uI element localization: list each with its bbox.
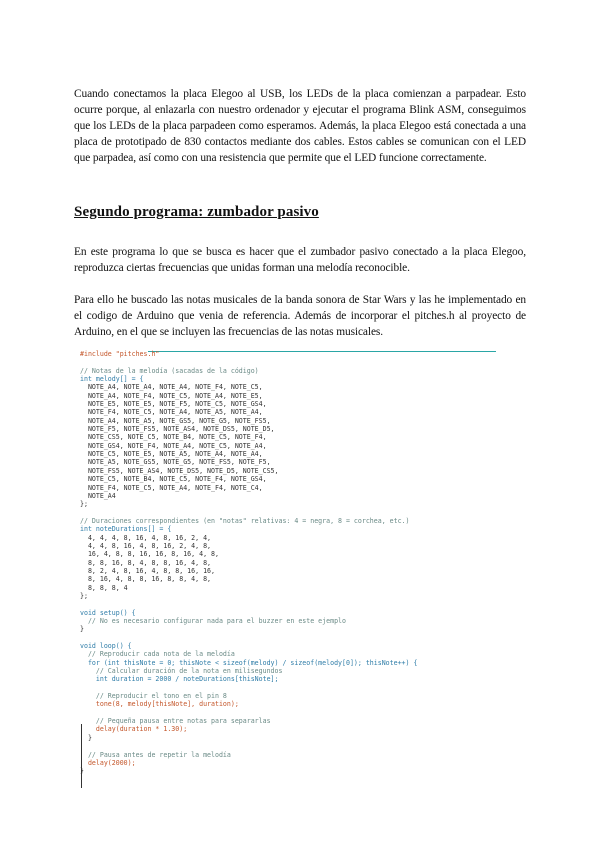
code-line: #include "pitches.h" xyxy=(80,350,160,358)
code-line: } xyxy=(80,625,84,634)
code-line xyxy=(80,709,520,717)
code-line: tone(8, melody[thisNote], duration); xyxy=(80,700,239,709)
code-line: NOTE_F4, NOTE_C5, NOTE_A4, NOTE_A5, NOTE_A4, xyxy=(80,408,263,417)
code-line: for (int thisNote = 0; thisNote < sizeof(melody) / sizeof(melody[0]); thisNote++) { xyxy=(80,658,418,667)
code-line: void setup() { xyxy=(80,608,136,617)
code-line xyxy=(80,684,520,692)
code-line: 16, 4, 8, 8, 16, 16, 8, 16, 4, 8, xyxy=(80,550,219,559)
code-line: // Reproducir cada nota de la melodía xyxy=(80,650,235,659)
code-line: NOTE_C5, NOTE_B4, NOTE_C5, NOTE_F4, NOTE_GS4, xyxy=(80,475,267,484)
code-line: NOTE_CS5, NOTE_C5, NOTE_B4, NOTE_C5, NOTE_F4, xyxy=(80,433,267,442)
code-line xyxy=(80,509,520,517)
code-line: NOTE_A4, NOTE_A4, NOTE_A4, NOTE_F4, NOTE_C5, xyxy=(80,383,263,392)
code-line: delay(2000); xyxy=(80,758,136,767)
code-line: }; xyxy=(80,591,88,600)
paragraph-goal: En este programa lo que se busca es hacer que el zumbador pasivo conectado a la placa Elegoo, reproduzca ciertas frecuencias que unidas forman una melodía reconocible. xyxy=(74,246,526,274)
code-line: NOTE_C5, NOTE_E5, NOTE_A5, NOTE_A4, NOTE_A4, xyxy=(80,450,263,459)
paragraph-method: Para ello he buscado las notas musicales de la banda sonora de Star Wars y las he implementado en el codigo de Arduino que venia de referencia. Además de incorporar el pitches.h al proyecto de Arduino, en el que se incluyen las frecuencias de las notas musicales. xyxy=(74,294,526,338)
code-line xyxy=(80,634,520,642)
code-line: 8, 8, 16, 8, 4, 8, 8, 16, 4, 8, xyxy=(80,558,212,567)
code-line: NOTE_F5, NOTE_FS5, NOTE_AS4, NOTE_DS5, NOTE_D5, xyxy=(80,425,275,434)
code-line: 8, 16, 4, 8, 8, 16, 8, 8, 4, 8, xyxy=(80,575,212,584)
code-screenshot xyxy=(80,350,520,788)
code-line: NOTE_A4, NOTE_A5, NOTE_GS5, NOTE_G5, NOTE_FS5, xyxy=(80,416,271,425)
code-line: int duration = 2000 / noteDurations[thisNote]; xyxy=(80,675,279,684)
code-line: } xyxy=(80,767,84,776)
code-line: NOTE_F4, NOTE_C5, NOTE_A4, NOTE_F4, NOTE_C4, xyxy=(80,483,263,492)
code-line: // Duraciones correspondientes (en "notas" relativas: 4 = negra, 8 = corchea, etc.) xyxy=(80,516,410,525)
code-line: // Pequeña pausa entre notas para separarlas xyxy=(80,717,271,726)
code-line: int melody[] = { xyxy=(80,375,144,384)
code-line: // Pausa antes de repetir la melodía xyxy=(80,750,231,759)
code-line: int noteDurations[] = { xyxy=(80,525,172,534)
code-line: NOTE_GS4, NOTE_F4, NOTE_A4, NOTE_C5, NOTE_A4, xyxy=(80,441,267,450)
code-line: NOTE_A4, NOTE_F4, NOTE_C5, NOTE_A4, NOTE_E5, xyxy=(80,391,263,400)
code-line: // No es necesario configurar nada para el buzzer en este ejemplo xyxy=(80,617,346,625)
code-line: // Reproducir el tono en el pin 8 xyxy=(80,692,227,701)
code-line xyxy=(80,358,520,366)
code-line xyxy=(80,600,520,608)
code-line: 4, 4, 8, 16, 4, 8, 16, 2, 4, 8, xyxy=(80,541,212,550)
code-line: delay(duration * 1.30); xyxy=(80,725,188,734)
code-line: 8, 2, 4, 8, 16, 4, 8, 8, 16, 16, xyxy=(80,566,215,575)
code-line: NOTE_FS5, NOTE_AS4, NOTE_DS5, NOTE_D5, NOTE_CS5, xyxy=(80,466,279,475)
code-line: } xyxy=(80,733,92,742)
paragraph-intro: Cuando conectamos la placa Elegoo al USB, los LEDs de la placa comienzan a parpadear. Esto ocurre porque, al enlazarla con nuestro ordenador y ejecutar el programa Blink ASM, conseguimos que los LEDs de la placa parpadeen como esperamos. Además, la placa Elegoo está conectada a una placa de prototipado de 830 contactos mediante dos cables. Estos cables se comunican con el LED que parpadea, así como con una resistencia que permite que el LED funcione correctamente. xyxy=(74,88,526,164)
code-line: // Notas de la melodía (sacadas de la código) xyxy=(80,366,259,375)
code-line xyxy=(80,742,520,750)
code-line: void loop() { xyxy=(80,642,132,651)
code-line: NOTE_A4 xyxy=(80,491,116,500)
code-line: }; xyxy=(80,500,88,509)
code-line: NOTE_E5, NOTE_E5, NOTE_F5, NOTE_C5, NOTE_GS4, xyxy=(80,400,267,409)
code-line: // Calcular duración de la nota en milisegundos xyxy=(80,667,283,676)
section-heading: Segundo programa: zumbador pasivo xyxy=(74,204,319,220)
code-line: 8, 8, 8, 4 xyxy=(80,583,128,592)
code-line: 4, 4, 4, 8, 16, 4, 8, 16, 2, 4, xyxy=(80,533,212,542)
code-line: NOTE_A5, NOTE_GS5, NOTE_G5, NOTE_FS5, NOTE_F5, xyxy=(80,458,271,467)
